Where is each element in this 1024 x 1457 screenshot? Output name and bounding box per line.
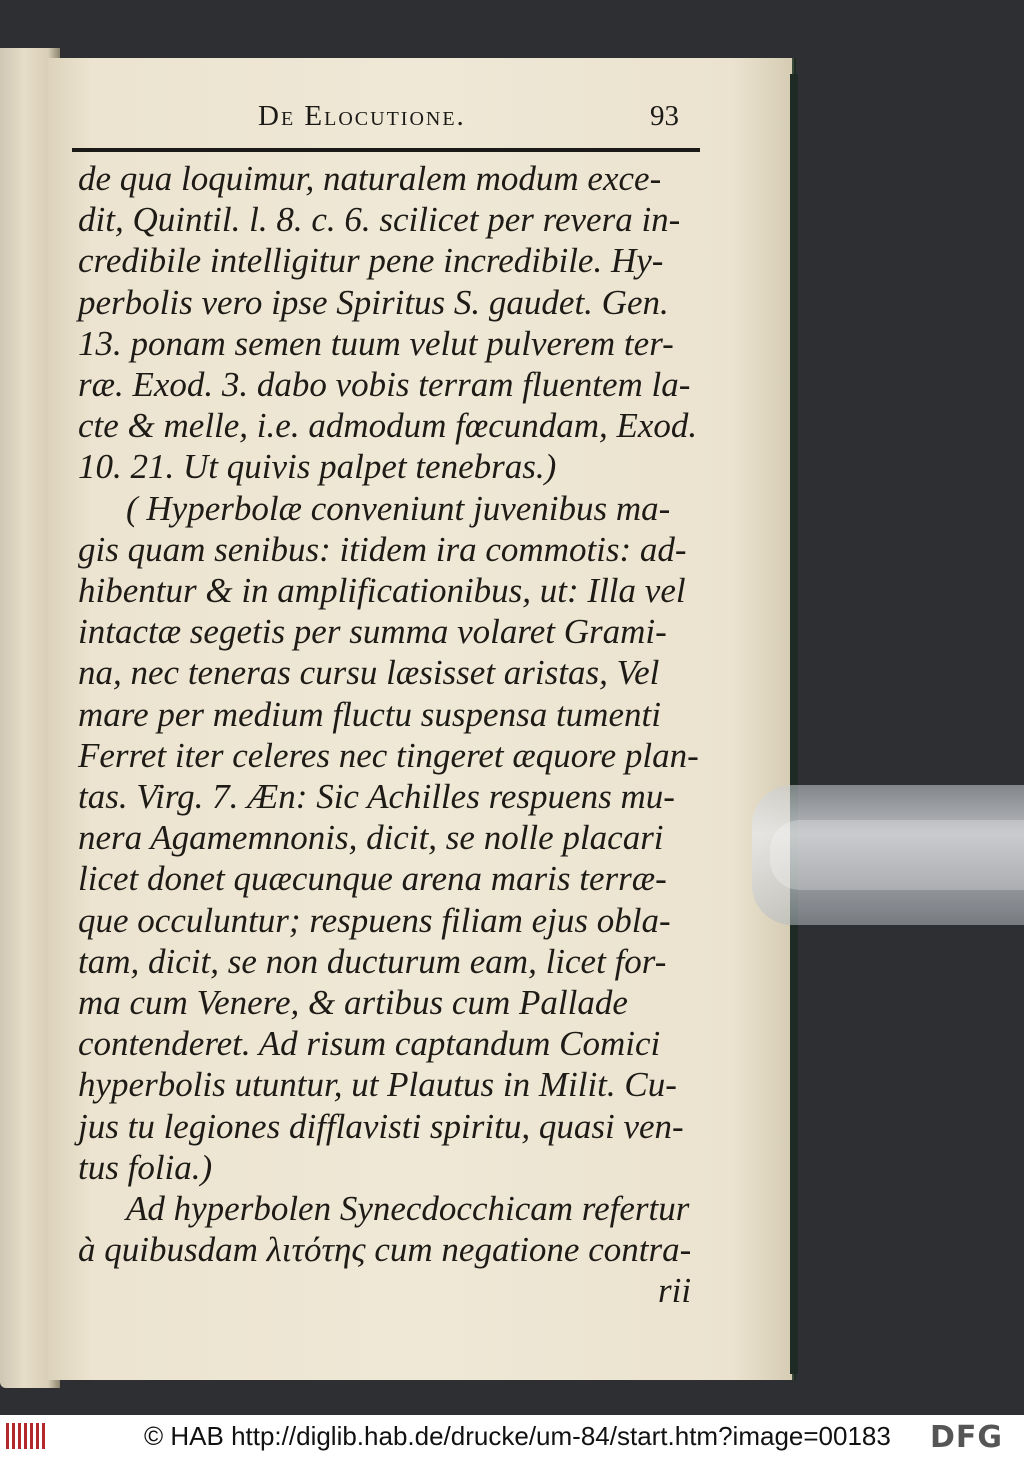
text-line: ma cum Venere, & artibus cum Pallade bbox=[78, 983, 628, 1023]
text-line: mare per medium fluctu suspensa tumenti bbox=[78, 694, 661, 734]
text-line: jus tu legiones difflavisti spiritu, quasi ven- bbox=[78, 1106, 684, 1146]
text-line: ( Hyperbolæ conveniunt juvenibus ma- bbox=[126, 488, 671, 528]
page-number: 93 bbox=[650, 100, 679, 132]
text-line: de qua loquimur, naturalem modum exce- bbox=[78, 159, 662, 198]
text-line: hibentur & in amplificationibus, ut: Illa vel bbox=[78, 571, 686, 611]
text-line: nera Agamemnonis, dicit, se nolle placari bbox=[78, 818, 664, 858]
footer-credit-link[interactable]: © HAB http://diglib.hab.de/drucke/um-84/start.htm?image=00183 bbox=[144, 1421, 891, 1451]
text-line: Ferret iter celeres nec tingeret æquore plan- bbox=[78, 735, 699, 775]
text-line: contenderet. Ad risum captandum Comici bbox=[78, 1024, 661, 1064]
dfg-logo: DFG bbox=[930, 1420, 1004, 1455]
text-line: que occuluntur; respuens filiam ejus obla- bbox=[78, 900, 671, 940]
text-line: Ad hyperbolen Synecdocchicam refertur bbox=[126, 1189, 690, 1229]
text-line: cte & melle, i.e. admodum fœcundam, Exod. bbox=[78, 406, 698, 446]
text-line: ræ. Exod. 3. dabo vobis terram fluentem la- bbox=[78, 365, 691, 405]
text-line: credibile intelligitur pene incredibile. Hy- bbox=[78, 241, 664, 281]
text-line: 13. ponam semen tuum velut pulverem ter- bbox=[78, 323, 674, 363]
text-line: tas. Virg. 7. Æn: Sic Achilles respuens mu- bbox=[78, 777, 675, 817]
text-line: licet donet quæcunque arena maris terræ- bbox=[78, 859, 667, 899]
hab-logo-icon bbox=[6, 1423, 50, 1449]
text-line: hyperbolis utuntur, ut Plautus in Milit. Cu- bbox=[78, 1065, 677, 1105]
text-line: dit, Quintil. l. 8. c. 6. scilicet per revera in- bbox=[78, 200, 681, 240]
text-line: gis quam senibus: itidem ira commotis: ad- bbox=[78, 529, 687, 569]
text-line: tam, dicit, se non ducturum eam, licet for- bbox=[78, 941, 667, 981]
plastic-strap-highlight bbox=[770, 820, 1024, 890]
text-line: perbolis vero ipse Spiritus S. gaudet. Gen. bbox=[78, 282, 669, 322]
page-block-edge bbox=[790, 74, 798, 1374]
text-line: 10. 21. Ut quivis palpet tenebras.) bbox=[78, 447, 557, 487]
body-text bbox=[78, 158, 710, 1312]
text-line: à quibusdam λιτότης cum negatione contra- bbox=[78, 1230, 692, 1270]
text-line: intactæ segetis per summa volaret Grami- bbox=[78, 612, 667, 652]
header-rule bbox=[72, 148, 700, 152]
text-line: na, nec teneras cursu læsisset aristas, Vel bbox=[78, 653, 660, 693]
footer-bar bbox=[0, 1415, 1024, 1457]
running-head: De Elocutione. bbox=[258, 100, 466, 132]
text-line: tus folia.) bbox=[78, 1147, 213, 1187]
catchword: rii bbox=[658, 1271, 692, 1311]
